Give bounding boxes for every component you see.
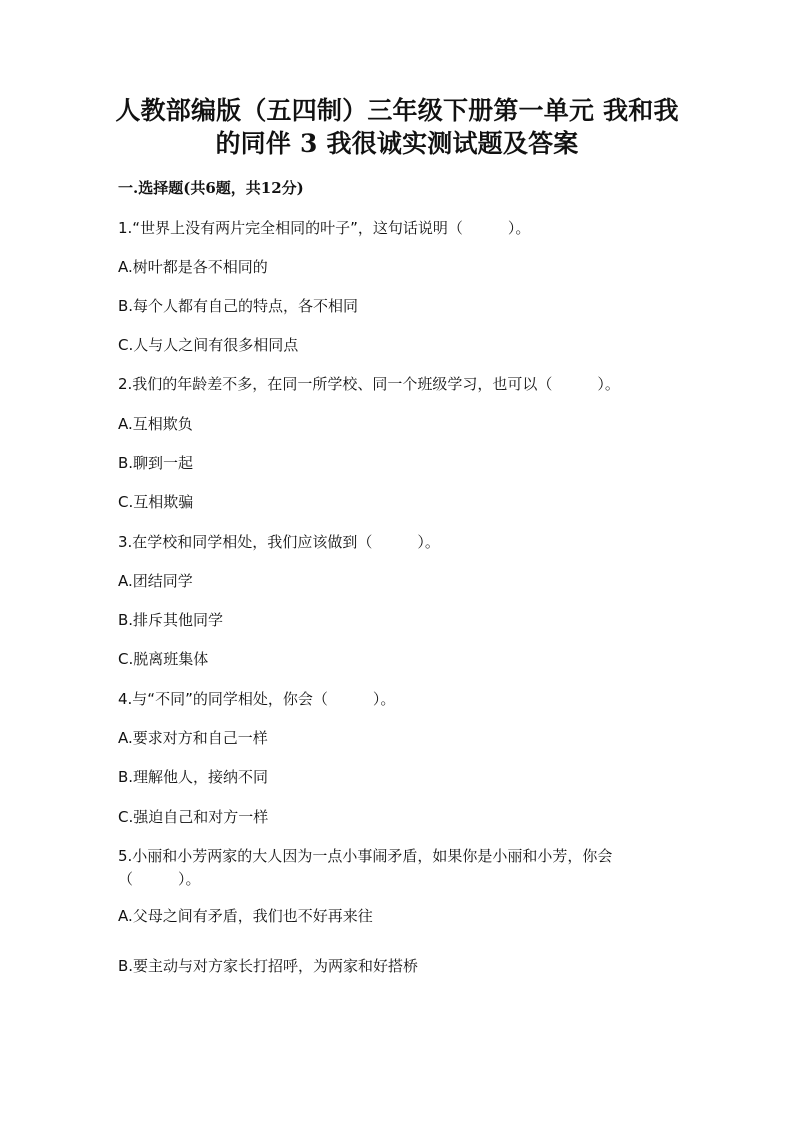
section-heading: 一.选择题(共6题，共12分) xyxy=(118,179,304,197)
question-4-option-a: A.要求对方和自己一样 xyxy=(118,729,268,747)
question-1-option-b: B.每个人都有自己的特点，各不相同 xyxy=(118,297,359,315)
document-title-line-1: 人教部编版（五四制）三年级下册第一单元 我和我 xyxy=(115,96,679,125)
question-1-option-c: C.人与人之间有很多相同点 xyxy=(118,336,299,354)
question-3-option-b: B.排斥其他同学 xyxy=(118,611,224,629)
question-1-option-a: A.树叶都是各不相同的 xyxy=(118,258,268,276)
question-2-option-c: C.互相欺骗 xyxy=(118,493,194,511)
question-2-text: 2.我们的年龄差不多，在同一所学校、同一个班级学习，也可以（ ）。 xyxy=(118,375,620,393)
question-2-option-b: B.聊到一起 xyxy=(118,454,194,472)
question-2-option-a: A.互相欺负 xyxy=(118,415,193,433)
question-4-option-c: C.强迫自己和对方一样 xyxy=(118,808,269,826)
question-5-text-line-1: 5.小丽和小芳两家的大人因为一点小事闹矛盾，如果你是小丽和小芳，你会 xyxy=(118,847,613,865)
question-4-option-b: B.理解他人，接纳不同 xyxy=(118,768,269,786)
question-4-text: 4.与“不同”的同学相处，你会（ ）。 xyxy=(118,690,396,708)
question-3-text: 3.在学校和同学相处，我们应该做到（ ）。 xyxy=(118,533,440,551)
question-3-option-a: A.团结同学 xyxy=(118,572,193,590)
question-5-option-b: B.要主动与对方家长打招呼，为两家和好搭桥 xyxy=(118,957,419,975)
question-3-option-c: C.脱离班集体 xyxy=(118,650,209,668)
question-5-option-a: A.父母之间有矛盾，我们也不好再来往 xyxy=(118,907,373,925)
question-5-text-line-2: （ ）。 xyxy=(118,870,201,888)
document-title-line-2: 的同伴 3 我很诚实测试题及答案 xyxy=(215,129,579,158)
question-1-text: 1.“世界上没有两片完全相同的叶子”，这句话说明（ ）。 xyxy=(118,219,531,237)
